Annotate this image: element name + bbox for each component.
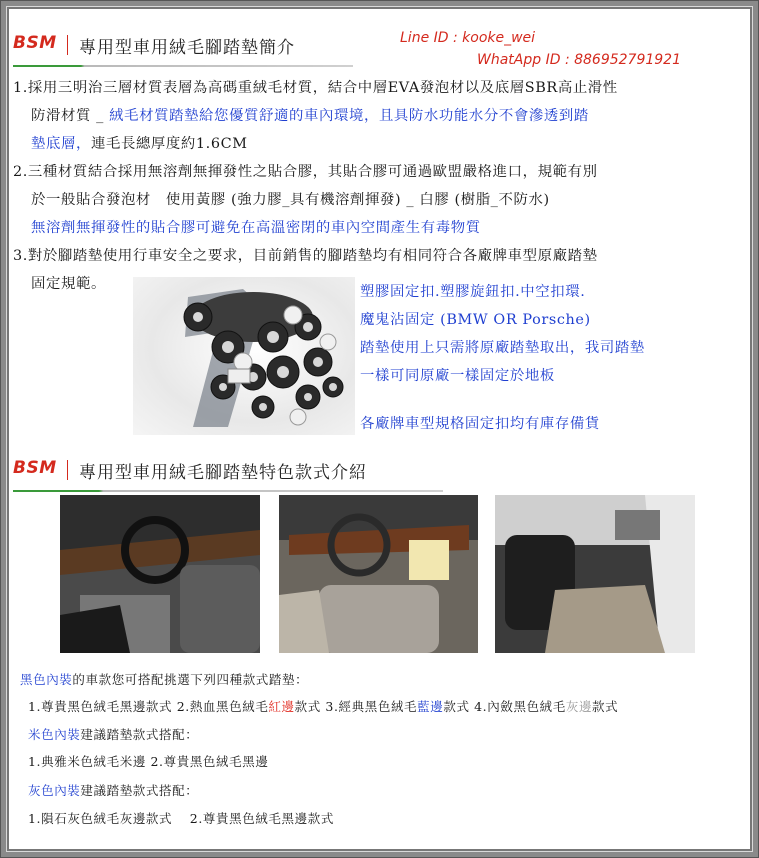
option-text: 1.尊貴黑色絨毛黑邊款式 2.熱血黑色絨毛 xyxy=(28,699,269,714)
beige-interior-options: 1.典雅米色絨毛米邊 2.尊貴黑色絨毛黑邊 xyxy=(28,754,269,769)
fastener-description xyxy=(360,278,645,438)
section-header-styles xyxy=(13,458,453,492)
intro-2-highlight: 無溶劑無揮發性的貼合膠可避免在高溫密閉的車內空間產生有毒物質 xyxy=(31,220,481,236)
option-text: 款式 3.經典黑色絨毛 xyxy=(294,699,418,714)
fastener-parts-image xyxy=(133,277,355,435)
intro-3-line-1: 3.對於腳踏墊使用行車安全之要求，目前銷售的腳踏墊均有相同符合各廠牌車型原廠踏墊 xyxy=(13,248,598,264)
black-interior-label: 黑色內裝 xyxy=(20,672,73,687)
intro-2-line-2: 於一般貼合發泡材 使用黃膠 (強力膠_具有機溶劑揮發) _ 白膠 (樹脂_不防水) xyxy=(31,192,550,208)
section-title-intro: 專用型車用絨毛腳踏墊簡介 xyxy=(79,38,295,58)
intro-1-line-3 xyxy=(13,130,733,158)
grey-interior-options: 1.隕石灰色絨毛灰邊款式 2.尊貴黑色絨毛黑邊款式 xyxy=(28,811,334,826)
beige-interior-label: 米色內裝 xyxy=(28,727,81,742)
line-id: Line ID : kooke_wei xyxy=(400,30,536,46)
option-blue-edge: 藍邊 xyxy=(417,699,444,714)
fastener-line-2: 魔鬼沾固定 (BMW OR Porsche) xyxy=(360,312,591,328)
car-interior-photo-3 xyxy=(495,495,695,653)
grey-interior-label: 灰色內裝 xyxy=(28,783,81,798)
brand-logo-2: BSM xyxy=(13,458,57,478)
option-grey-edge: 灰邊 xyxy=(565,699,593,714)
brand-logo: BSM xyxy=(13,33,57,53)
option-text: 款式 4.內斂黑色絨毛 xyxy=(443,699,566,714)
fastener-line-1: 塑膠固定扣.塑膠旋鈕扣.中空扣環. xyxy=(360,284,586,300)
intro-1-text: 防滑材質 _ xyxy=(31,108,110,124)
grey-interior-intro xyxy=(28,781,198,799)
intro-1-line-2 xyxy=(13,102,733,130)
intro-item-1 xyxy=(13,74,733,158)
black-interior-options xyxy=(28,697,618,715)
header-underline xyxy=(13,65,353,67)
beige-interior-intro xyxy=(28,725,198,743)
black-interior-text: 的車款您可搭配挑選下列四種款式踏墊： xyxy=(72,672,309,687)
car-interior-photo-2 xyxy=(279,495,478,653)
intro-1-highlight: 絨毛材質踏墊給您優質舒適的車內環境，且具防水功能水分不會滲透到踏 xyxy=(109,108,589,124)
car-interior-photo-1 xyxy=(60,495,260,653)
black-interior-intro xyxy=(20,670,308,688)
section-header-intro xyxy=(13,33,363,67)
intro-item-2 xyxy=(13,158,733,242)
fastener-line-3: 踏墊使用上只需將原廠踏墊取出，我司踏墊 xyxy=(360,340,645,356)
whatsapp-id: WhatApp ID : 886952791921 xyxy=(477,52,681,68)
header-underline-2 xyxy=(13,490,443,492)
beige-interior-text: 建議踏墊款式搭配： xyxy=(80,727,199,742)
option-red-edge: 紅邊 xyxy=(268,699,295,714)
fastener-stock-note: 各廠牌車型規格固定扣均有庫存備貨 xyxy=(360,416,600,432)
intro-2-line-1: 2.三種材質結合採用無溶劑無揮發性之貼合膠，其貼合膠可通過歐盟嚴格進口，規範有別 xyxy=(13,164,598,180)
fastener-line-4: 一樣可同原廠一樣固定於地板 xyxy=(360,368,555,384)
section-title-styles: 專用型車用絨毛腳踏墊特色款式介紹 xyxy=(79,463,367,483)
option-text: 款式 xyxy=(592,699,619,714)
intro-1-thickness: 連毛長總厚度約1.6CM xyxy=(90,136,248,152)
intro-3-line-2: 固定規範。 xyxy=(31,276,106,292)
grey-interior-text: 建議踏墊款式搭配： xyxy=(80,783,199,798)
intro-1-highlight-2: 墊底層， xyxy=(31,136,91,152)
header-divider-2 xyxy=(67,460,68,480)
header-divider xyxy=(67,35,68,55)
intro-1-line-1: 1.採用三明治三層材質表層為高碼重絨毛材質，結合中層EVA發泡材以及底層SBR高止滑性 xyxy=(13,80,618,96)
